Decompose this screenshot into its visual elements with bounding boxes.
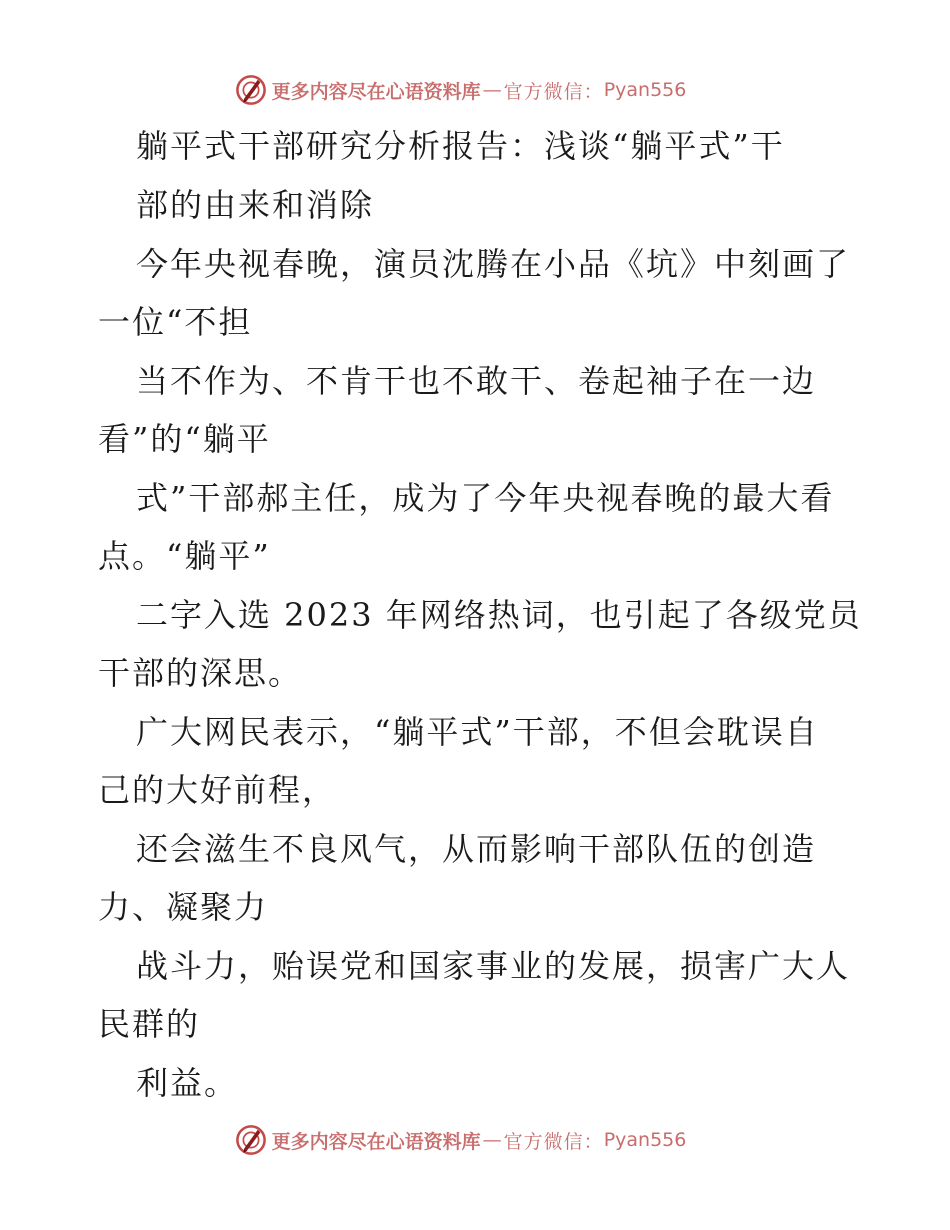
watermark-logo-icon	[234, 73, 268, 107]
watermark-lead-text: 更多内容尽在心语资料库	[271, 1130, 481, 1153]
paragraph-line: 广大网民表示，“躺平式”干部，不但会耽误自	[136, 713, 819, 751]
paragraph-line: 今年央视春晚，演员沈腾在小品《坑》中刻画了	[136, 245, 851, 283]
paragraph-line: 力、凝聚力	[98, 888, 269, 926]
watermark-wechat-label: 官方微信：	[503, 80, 604, 103]
paragraph-line: 当不作为、不肯干也不敢干、卷起袖子在一边	[136, 362, 817, 400]
watermark-lead-text: 更多内容尽在心语资料库	[271, 80, 481, 103]
paragraph-line: 还会滋生不良风气，从而影响干部队伍的创造	[136, 830, 817, 868]
document-title-line-2: 部的由来和消除	[136, 186, 375, 224]
paragraph-line: 己的大好前程，	[98, 771, 337, 809]
watermark-wechat-label: 官方微信：	[503, 1130, 604, 1153]
paragraph-line: 看”的“躺平	[98, 420, 271, 458]
watermark-logo-icon	[234, 1123, 268, 1157]
paragraph-line: 利益。	[136, 1064, 239, 1102]
paragraph-line: 二字入选 2023 年网络热词，也引起了各级党员	[136, 596, 862, 634]
paragraph-line: 战斗力，贻误党和国家事业的发展，损害广大人	[136, 947, 851, 985]
paragraph-line: 干部的深思。	[98, 654, 303, 692]
watermark-wechat-id: Pyan556	[603, 79, 687, 101]
paragraph-line: 式”干部郝主任，成为了今年央视春晚的最大看	[136, 479, 835, 517]
watermark-dash: —	[482, 1129, 502, 1151]
paragraph-line: 一位“不担	[98, 303, 253, 341]
header-watermark	[0, 70, 950, 110]
watermark-wechat-id: Pyan556	[603, 1129, 687, 1151]
document-title-line-1: 躺平式干部研究分析报告：浅谈“躺平式”干	[136, 127, 785, 165]
footer-watermark	[0, 1120, 950, 1160]
paragraph-line: 民群的	[98, 1005, 201, 1043]
watermark-dash: —	[482, 79, 502, 101]
paragraph-line: 点。“躺平”	[98, 537, 271, 575]
